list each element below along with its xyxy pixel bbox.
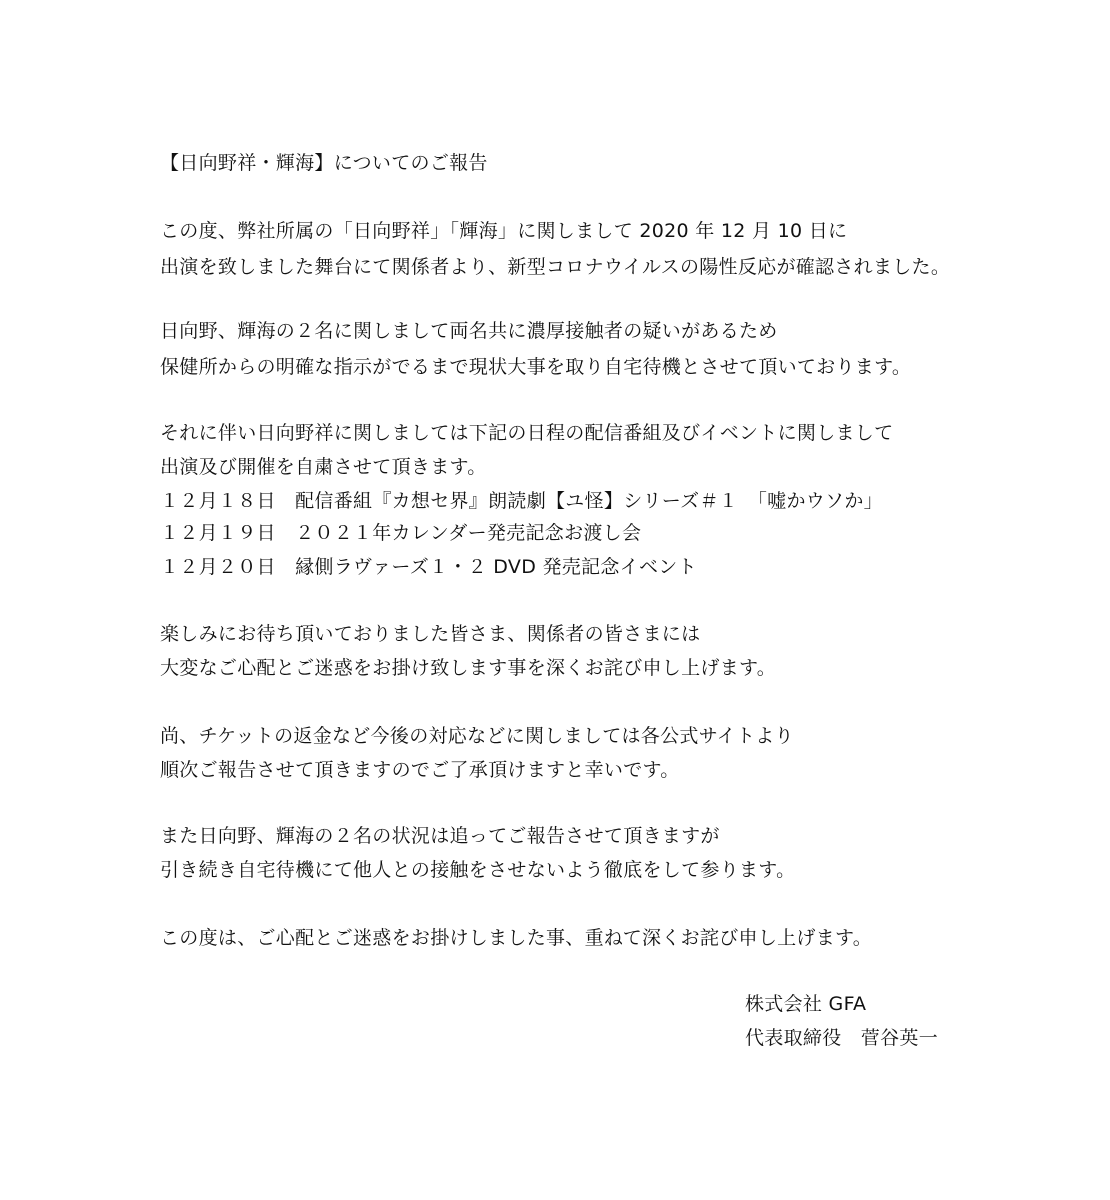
paragraph-6-line-1: また日向野、輝海の２名の状況は追ってご報告させて頂きますが — [160, 825, 720, 847]
event-item-3: １２月２０日 縁側ラヴァーズ１・２ DVD 発売記念イベント — [160, 556, 697, 578]
event-item-1: １２月１８日 配信番組『カ想セ界』朗読劇【ユ怪】シリーズ＃１ 「嘘かウソか」 — [160, 490, 883, 512]
paragraph-4-line-1: 楽しみにお待ち頂いておりました皆さま、関係者の皆さまには — [160, 623, 701, 645]
paragraph-6-line-2: 引き続き自宅待機にて他人との接触をさせないよう徹底をして参ります。 — [160, 859, 796, 881]
notice-title: 【日向野祥・輝海】についてのご報告 — [160, 152, 488, 174]
paragraph-1-line-2: 出演を致しました舞台にて関係者より、新型コロナウイルスの陽性反応が確認されました。 — [160, 256, 951, 278]
paragraph-3-line-1: それに伴い日向野祥に関しましては下記の日程の配信番組及びイベントに関しまして — [160, 422, 894, 444]
paragraph-5-line-2: 順次ご報告させて頂きますのでご了承頂けますと幸いです。 — [160, 759, 680, 781]
closing-apology: この度は、ご心配とご迷惑をお掛けしました事、重ねて深くお詫び申し上げます。 — [160, 927, 873, 949]
signature-company: 株式会社 GFA — [745, 993, 867, 1015]
paragraph-4-line-2: 大変なご心配とご迷惑をお掛け致します事を深くお詫び申し上げます。 — [160, 657, 777, 679]
paragraph-2-line-2: 保健所からの明確な指示がでるまで現状大事を取り自宅待機とさせて頂いております。 — [160, 356, 912, 378]
event-item-2: １２月１９日 ２０２１年カレンダー発売記念お渡し会 — [160, 522, 642, 544]
paragraph-1-line-1: この度、弊社所属の「日向野祥」「輝海」に関しまして 2020 年 12 月 10 日に — [160, 220, 848, 242]
paragraph-2-line-1: 日向野、輝海の２名に関しまして両名共に濃厚接触者の疑いがあるため — [160, 320, 778, 342]
paragraph-5-line-1: 尚、チケットの返金など今後の対応などに関しましては各公式サイトより — [160, 725, 794, 747]
signature-representative: 代表取締役 菅谷英一 — [745, 1027, 939, 1049]
paragraph-3-line-2: 出演及び開催を自粛させて頂きます。 — [160, 456, 487, 478]
